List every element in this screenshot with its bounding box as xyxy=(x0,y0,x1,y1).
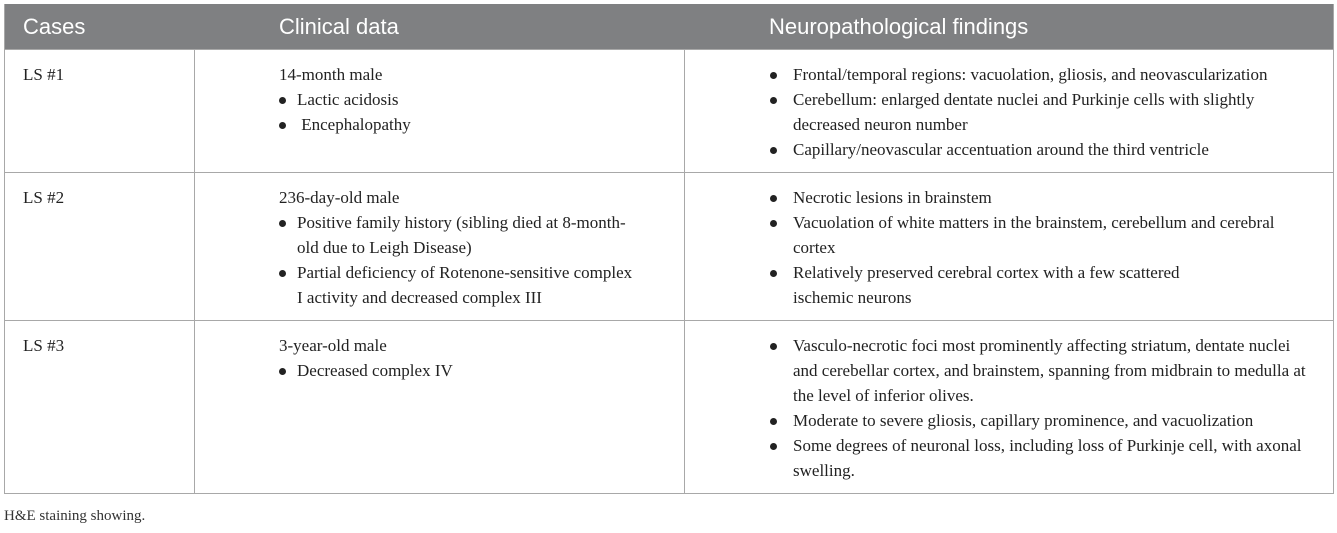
clinical-intro: 14-month male xyxy=(279,65,383,84)
cases-table xyxy=(4,4,1334,494)
clinical-list xyxy=(279,210,639,310)
table-row xyxy=(5,172,1333,320)
table-header-row xyxy=(5,4,1333,49)
list-item: Necrotic lesions in brainstem xyxy=(765,185,1315,210)
clinical-data-cell xyxy=(195,321,685,493)
list-item: Vasculo-necrotic foci most prominently affecting striatum, dentate nuclei and cerebellar cortex, and brainstem, spanning from midbrain to medulla at the level of inferior olives. xyxy=(765,333,1315,408)
table-row xyxy=(5,320,1333,493)
clinical-list xyxy=(279,87,664,137)
clinical-data-cell xyxy=(195,173,685,320)
case-id: LS #2 xyxy=(5,173,195,320)
table-row xyxy=(5,49,1333,172)
table-footnote: H&E staining showing. xyxy=(4,508,146,524)
clinical-data-cell xyxy=(195,50,685,172)
clinical-list xyxy=(279,358,664,383)
list-item: Frontal/temporal regions: vacuolation, gliosis, and neovascularization xyxy=(765,62,1315,87)
clinical-intro: 236-day-old male xyxy=(279,188,400,207)
header-clinical-data: Clinical data xyxy=(279,13,399,39)
list-item: Moderate to severe gliosis, capillary prominence, and vacuolization xyxy=(765,408,1315,433)
list-item: Cerebellum: enlarged dentate nuclei and Purkinje cells with slightly decreased neuron number xyxy=(765,87,1315,137)
findings-list xyxy=(765,333,1315,483)
findings-cell xyxy=(685,50,1331,172)
list-item: Lactic acidosis xyxy=(279,87,664,112)
header-cases: Cases xyxy=(23,13,86,39)
clinical-intro: 3-year-old male xyxy=(279,336,387,355)
case-id: LS #3 xyxy=(5,321,195,493)
list-item: Some degrees of neuronal loss, including loss of Purkinje cell, with axonal swelling. xyxy=(765,433,1315,483)
header-neuropathological-findings: Neuropathological findings xyxy=(769,13,1029,39)
list-item: Vacuolation of white matters in the brainstem, cerebellum and cerebral cortex xyxy=(765,210,1315,260)
list-item: Relatively preserved cerebral cortex with a few scattered ischemic neurons xyxy=(765,260,1213,310)
list-item: Partial deficiency of Rotenone-sensitive complex I activity and decreased complex III xyxy=(279,260,639,310)
list-item: Capillary/neovascular accentuation around the third ventricle xyxy=(765,137,1315,162)
list-item: Decreased complex IV xyxy=(279,358,664,383)
list-item: Encephalopathy xyxy=(279,112,664,137)
findings-cell xyxy=(685,173,1331,320)
case-id: LS #1 xyxy=(5,50,195,172)
list-item: Positive family history (sibling died at 8-month-old due to Leigh Disease) xyxy=(279,210,639,260)
findings-list xyxy=(765,185,1315,310)
findings-cell xyxy=(685,321,1331,493)
findings-list xyxy=(765,62,1315,162)
